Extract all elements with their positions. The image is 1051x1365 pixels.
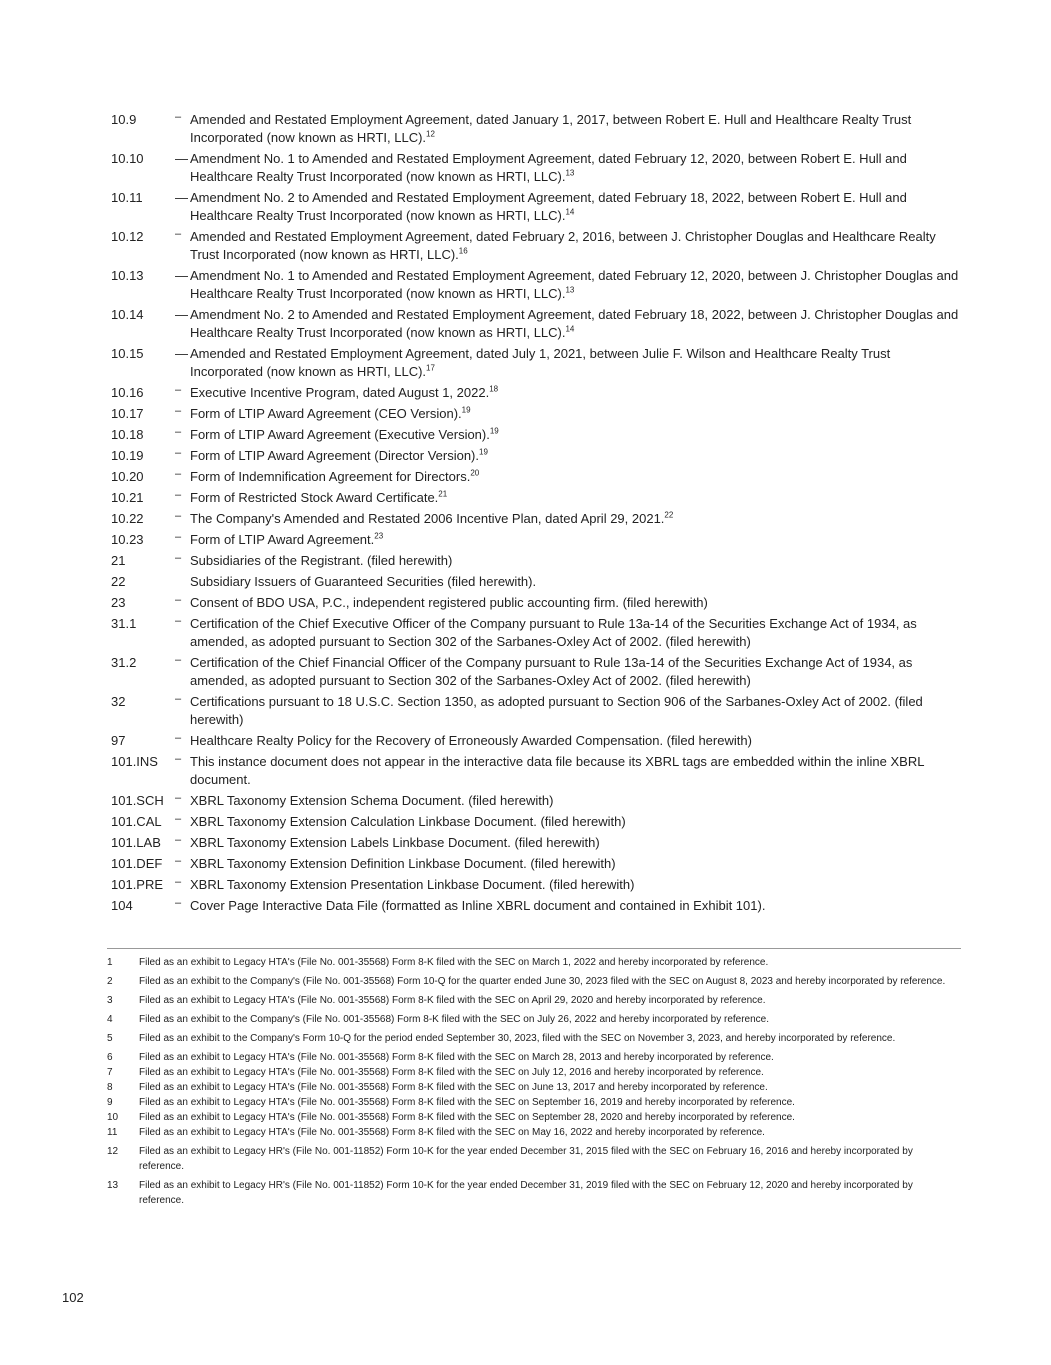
exhibit-dash: – xyxy=(175,426,182,438)
exhibit-description-text: XBRL Taxonomy Extension Presentation Linkbase Document. (filed herewith) xyxy=(190,877,635,892)
exhibit-row xyxy=(111,594,961,612)
exhibit-dash: – xyxy=(175,654,182,666)
exhibit-description-text: Form of LTIP Award Agreement (Director Version). xyxy=(190,448,480,463)
exhibit-description-text: Amendment No. 2 to Amended and Restated Employment Agreement, dated February 18, 2022, between J. Christopher Douglas and Healthcare Realty Trust Incorporated (now known as HRTI, LLC). xyxy=(190,307,959,340)
exhibit-description xyxy=(190,150,961,186)
exhibit-description xyxy=(190,228,961,264)
exhibit-dash: – xyxy=(175,792,182,804)
exhibit-number: 31.2 xyxy=(111,655,137,670)
exhibit-description xyxy=(190,531,961,549)
exhibit-number: 10.15 xyxy=(111,346,144,361)
exhibit-description xyxy=(190,855,961,873)
exhibit-number: 101.INS xyxy=(111,754,158,769)
exhibit-number: 22 xyxy=(111,574,126,589)
footnote-text: Filed as an exhibit to Legacy HTA's (File No. 001-35568) Form 8-K filed with the SEC on March 28, 2013 and hereby incorporated by reference. xyxy=(139,1052,774,1063)
footnote xyxy=(107,1178,957,1208)
exhibit-number: 10.17 xyxy=(111,406,144,421)
exhibit-description-text: XBRL Taxonomy Extension Definition Linkbase Document. (filed herewith) xyxy=(190,856,616,871)
footnote-number: 11 xyxy=(107,1127,118,1138)
exhibit-dash: – xyxy=(175,594,182,606)
footnote-reference: 13 xyxy=(565,168,575,178)
exhibit-row xyxy=(111,531,961,549)
exhibit-description xyxy=(190,897,961,915)
exhibit-row xyxy=(111,855,961,873)
exhibit-dash: – xyxy=(175,897,182,909)
exhibit-row xyxy=(111,189,961,225)
exhibit-description xyxy=(190,111,961,147)
exhibit-row xyxy=(111,384,961,402)
footnote-text: Filed as an exhibit to Legacy HTA's (File No. 001-35568) Form 8-K filed with the SEC on April 29, 2020 and hereby incorporated by reference. xyxy=(139,995,766,1006)
exhibit-number: 97 xyxy=(111,733,126,748)
footnote-number: 10 xyxy=(107,1112,119,1123)
exhibit-description xyxy=(190,345,961,381)
footnote-text: Filed as an exhibit to the Company's Form 10-Q for the period ended September 30, 2023, filed with the SEC on November 3, 2023, and hereby incorporated by reference. xyxy=(139,1033,896,1044)
exhibit-description-text: The Company's Amended and Restated 2006 Incentive Plan, dated April 29, 2021. xyxy=(190,511,665,526)
exhibit-row xyxy=(111,753,961,789)
exhibit-description-text: Consent of BDO USA, P.C., independent registered public accounting firm. (filed herewith) xyxy=(190,595,708,610)
exhibit-description-text: Subsidiaries of the Registrant. (filed herewith) xyxy=(190,553,453,568)
footnote xyxy=(107,1095,957,1110)
exhibit-description xyxy=(190,189,961,225)
exhibit-dash: – xyxy=(175,228,182,240)
exhibit-row xyxy=(111,150,961,186)
footnote-reference: 20 xyxy=(470,468,480,478)
exhibit-number: 10.11 xyxy=(111,190,143,205)
exhibit-row xyxy=(111,813,961,831)
footnote-number: 6 xyxy=(107,1052,113,1063)
footnote-text: Filed as an exhibit to Legacy HTA's (File No. 001-35568) Form 8-K filed with the SEC on July 12, 2016 and hereby incorporated by reference. xyxy=(139,1067,764,1078)
exhibit-description-text: Amendment No. 2 to Amended and Restated Employment Agreement, dated February 18, 2022, between Robert E. Hull and Healthcare Realty Trust Incorporated (now known as HRTI, LLC). xyxy=(190,190,907,223)
exhibit-description-text: Subsidiary Issuers of Guaranteed Securities (filed herewith). xyxy=(190,574,537,589)
footnote-reference: 19 xyxy=(461,405,471,415)
exhibit-dash: — xyxy=(175,151,188,166)
exhibit-number: 10.12 xyxy=(111,229,144,244)
exhibit-description xyxy=(190,267,961,303)
exhibit-description xyxy=(190,489,961,507)
exhibit-description xyxy=(190,426,961,444)
footnote-reference: 16 xyxy=(458,246,468,256)
exhibit-description-text: Amendment No. 1 to Amended and Restated Employment Agreement, dated February 12, 2020, between J. Christopher Douglas and Healthcare Realty Trust Incorporated (now known as HRTI, LLC). xyxy=(190,268,959,301)
footnote xyxy=(107,1080,957,1095)
exhibit-dash: – xyxy=(175,693,182,705)
exhibit-dash: – xyxy=(175,510,182,522)
exhibit-description xyxy=(190,384,961,402)
footnote xyxy=(107,974,957,989)
footnote-number: 5 xyxy=(107,1033,113,1044)
exhibit-description xyxy=(190,405,961,423)
exhibit-number: 10.18 xyxy=(111,427,144,442)
footnote-number: 2 xyxy=(107,976,113,987)
page-number: 102 xyxy=(62,1290,84,1305)
exhibit-dash: – xyxy=(175,615,182,627)
exhibit-description-text: Form of Restricted Stock Award Certificate. xyxy=(190,490,439,505)
exhibit-number: 101.PRE xyxy=(111,877,164,892)
exhibit-description xyxy=(190,834,961,852)
exhibit-number: 10.16 xyxy=(111,385,144,400)
footnote-number: 13 xyxy=(107,1180,119,1191)
footnote-reference: 14 xyxy=(565,324,575,334)
exhibit-description xyxy=(190,552,961,570)
exhibit-dash: – xyxy=(175,531,182,543)
exhibit-dash: — xyxy=(175,346,188,361)
exhibit-row xyxy=(111,489,961,507)
footnote xyxy=(107,1110,957,1125)
exhibit-row xyxy=(111,228,961,264)
exhibit-description-text: Form of LTIP Award Agreement (Executive Version). xyxy=(190,427,490,442)
exhibit-description-text: Amended and Restated Employment Agreement, dated February 2, 2016, between J. Christopher Douglas and Healthcare Realty Trust Incorporated (now known as HRTI, LLC). xyxy=(190,229,936,262)
exhibit-description xyxy=(190,468,961,486)
exhibit-description xyxy=(190,510,961,528)
footnote-number: 4 xyxy=(107,1014,113,1025)
footnote-number: 1 xyxy=(107,957,113,968)
exhibit-description-text: Certifications pursuant to 18 U.S.C. Section 1350, as adopted pursuant to Section 906 of the Sarbanes-Oxley Act of 2002. (filed herewith) xyxy=(190,694,923,727)
exhibit-dash: – xyxy=(175,732,182,744)
exhibit-description xyxy=(190,876,961,894)
exhibit-dash: — xyxy=(175,190,188,205)
footnote-number: 9 xyxy=(107,1097,113,1108)
footnote xyxy=(107,993,957,1008)
footnote-number: 3 xyxy=(107,995,113,1006)
exhibit-description xyxy=(190,447,961,465)
footnote xyxy=(107,1012,957,1027)
footnote-text: Filed as an exhibit to Legacy HTA's (File No. 001-35568) Form 8-K filed with the SEC on May 16, 2022 and hereby incorporated by reference. xyxy=(139,1127,765,1138)
footnote xyxy=(107,1125,957,1140)
footnote-reference: 19 xyxy=(479,447,488,457)
footnote-number: 8 xyxy=(107,1082,113,1093)
footnote-reference: 23 xyxy=(374,531,384,541)
exhibit-number: 10.21 xyxy=(111,490,144,505)
exhibit-row xyxy=(111,552,961,570)
exhibit-number: 101.SCH xyxy=(111,793,164,808)
exhibit-description-text: This instance document does not appear in the interactive data file because its XBRL tags are embedded within the inline XBRL document. xyxy=(190,754,924,787)
footnote-list xyxy=(107,955,957,1212)
exhibit-number: 10.19 xyxy=(111,448,144,463)
exhibit-row xyxy=(111,267,961,303)
exhibit-number: 104 xyxy=(111,898,133,913)
exhibit-number: 10.23 xyxy=(111,532,144,547)
exhibit-description-text: Executive Incentive Program, dated August 1, 2022. xyxy=(190,385,490,400)
exhibit-dash: – xyxy=(175,111,182,123)
footnote xyxy=(107,1031,957,1046)
exhibit-number: 101.DEF xyxy=(111,856,163,871)
exhibit-description xyxy=(190,753,961,789)
exhibit-description xyxy=(190,813,961,831)
exhibit-row xyxy=(111,834,961,852)
footnote-reference: 14 xyxy=(565,207,575,217)
exhibit-number: 10.9 xyxy=(111,112,137,127)
exhibit-description-text: Certification of the Chief Executive Officer of the Company pursuant to Rule 13a-14 of the Securities Exchange Act of 1934, as amended, as adopted pursuant to Section 302 of the Sarbanes-Oxley Act of 2002. (filed herewith) xyxy=(190,616,917,649)
exhibit-description-text: Healthcare Realty Policy for the Recovery of Erroneously Awarded Compensation. (filed herewith) xyxy=(190,733,752,748)
exhibit-description-text: Certification of the Chief Financial Officer of the Company pursuant to Rule 13a-14 of the Securities Exchange Act of 1934, as amended, as adopted pursuant to Section 302 of the Sarbanes-Oxley Act of 2002. (filed herewith) xyxy=(190,655,913,688)
exhibit-dash: – xyxy=(175,834,182,846)
exhibit-row xyxy=(111,510,961,528)
exhibit-number: 31.1 xyxy=(111,616,137,631)
footnote xyxy=(107,955,957,970)
exhibit-row xyxy=(111,447,961,465)
footnote-reference: 12 xyxy=(426,129,435,139)
footnote-number: 7 xyxy=(107,1067,113,1078)
footnote-reference: 19 xyxy=(489,426,499,436)
footnote-text: Filed as an exhibit to the Company's (File No. 001-35568) Form 8-K filed with the SEC on July 26, 2022 and hereby incorporated by reference. xyxy=(139,1014,770,1025)
exhibit-number: 32 xyxy=(111,694,126,709)
exhibit-dash: – xyxy=(175,855,182,867)
exhibit-description-text: Amendment No. 1 to Amended and Restated Employment Agreement, dated February 12, 2020, between Robert E. Hull and Healthcare Realty Trust Incorporated (now known as HRTI, LLC). xyxy=(190,151,907,184)
footnote xyxy=(107,1065,957,1080)
exhibit-description-text: Form of Indemnification Agreement for Directors. xyxy=(190,469,471,484)
exhibit-description xyxy=(190,306,961,342)
exhibit-description-text: Form of LTIP Award Agreement. xyxy=(190,532,375,547)
exhibit-number: 101.LAB xyxy=(111,835,161,850)
footnote-text: Filed as an exhibit to Legacy HTA's (File No. 001-35568) Form 8-K filed with the SEC on September 16, 2019 and hereby incorporated by reference. xyxy=(139,1097,795,1108)
exhibit-description xyxy=(190,594,961,612)
footnote-number: 12 xyxy=(107,1146,119,1157)
exhibit-row xyxy=(111,897,961,915)
exhibit-description xyxy=(190,573,961,591)
exhibit-number: 101.CAL xyxy=(111,814,162,829)
exhibit-row xyxy=(111,573,961,591)
exhibit-dash: – xyxy=(175,813,182,825)
footnote-reference: 22 xyxy=(664,510,674,520)
exhibit-row xyxy=(111,111,961,147)
footnote xyxy=(107,1144,957,1174)
exhibit-list xyxy=(111,111,961,918)
exhibit-description xyxy=(190,792,961,810)
footnote-reference: 13 xyxy=(565,285,575,295)
exhibit-number: 10.20 xyxy=(111,469,144,484)
exhibit-row xyxy=(111,426,961,444)
exhibit-row xyxy=(111,306,961,342)
exhibit-description-text: XBRL Taxonomy Extension Schema Document. (filed herewith) xyxy=(190,793,554,808)
exhibit-row xyxy=(111,876,961,894)
footnote-text: Filed as an exhibit to Legacy HTA's (File No. 001-35568) Form 8-K filed with the SEC on September 28, 2020 and hereby incorporated by reference. xyxy=(139,1112,795,1123)
exhibit-dash: – xyxy=(175,405,182,417)
footnote-text: Filed as an exhibit to Legacy HR's (File No. 001-11852) Form 10-K for the year ended December 31, 2015 filed with the SEC on February 16, 2016 and hereby incorporated by reference. xyxy=(139,1146,913,1172)
exhibit-description xyxy=(190,732,961,750)
exhibit-row xyxy=(111,792,961,810)
exhibit-number: 23 xyxy=(111,595,126,610)
exhibit-dash: — xyxy=(175,268,188,283)
footnote-text: Filed as an exhibit to the Company's (File No. 001-35568) Form 10-Q for the quarter ended June 30, 2023 filed with the SEC on August 8, 2023 and hereby incorporated by reference. xyxy=(139,976,946,987)
footnote xyxy=(107,1050,957,1065)
exhibit-dash: – xyxy=(175,384,182,396)
exhibit-description-text: Cover Page Interactive Data File (formatted as Inline XBRL document and contained in Exhibit 101). xyxy=(190,898,766,913)
exhibit-description-text: XBRL Taxonomy Extension Calculation Linkbase Document. (filed herewith) xyxy=(190,814,626,829)
exhibit-dash: – xyxy=(175,552,182,564)
exhibit-number: 10.10 xyxy=(111,151,144,166)
exhibit-row xyxy=(111,615,961,651)
exhibit-row xyxy=(111,654,961,690)
footnote-reference: 17 xyxy=(426,363,435,373)
exhibit-description xyxy=(190,693,961,729)
exhibit-row xyxy=(111,732,961,750)
exhibit-description-text: Amended and Restated Employment Agreement, dated July 1, 2021, between Julie F. Wilson and Healthcare Realty Trust Incorporated (now known as HRTI, LLC). xyxy=(190,346,891,379)
footnote-separator xyxy=(107,948,961,949)
exhibit-description xyxy=(190,615,961,651)
exhibit-description-text: Amended and Restated Employment Agreement, dated January 1, 2017, between Robert E. Hull and Healthcare Realty Trust Incorporated (now known as HRTI, LLC). xyxy=(190,112,912,145)
exhibit-dash: – xyxy=(175,468,182,480)
exhibit-description-text: Form of LTIP Award Agreement (CEO Version). xyxy=(190,406,462,421)
exhibit-row xyxy=(111,345,961,381)
exhibit-dash: – xyxy=(175,489,182,501)
footnote-text: Filed as an exhibit to Legacy HR's (File No. 001-11852) Form 10-K for the year ended December 31, 2019 filed with the SEC on February 12, 2020 and hereby incorporated by reference. xyxy=(139,1180,913,1206)
exhibit-number: 21 xyxy=(111,553,126,568)
footnote-reference: 21 xyxy=(438,489,448,499)
exhibit-dash: – xyxy=(175,753,182,765)
exhibit-row xyxy=(111,405,961,423)
exhibit-dash: — xyxy=(175,307,188,322)
exhibit-dash: – xyxy=(175,876,182,888)
exhibit-number: 10.13 xyxy=(111,268,144,283)
exhibit-number: 10.14 xyxy=(111,307,144,322)
exhibit-description xyxy=(190,654,961,690)
exhibit-number: 10.22 xyxy=(111,511,144,526)
footnote-reference: 18 xyxy=(489,384,499,394)
exhibit-description-text: XBRL Taxonomy Extension Labels Linkbase Document. (filed herewith) xyxy=(190,835,600,850)
footnote-text: Filed as an exhibit to Legacy HTA's (File No. 001-35568) Form 8-K filed with the SEC on June 13, 2017 and hereby incorporated by reference. xyxy=(139,1082,768,1093)
exhibit-row xyxy=(111,468,961,486)
exhibit-row xyxy=(111,693,961,729)
footnote-text: Filed as an exhibit to Legacy HTA's (File No. 001-35568) Form 8-K filed with the SEC on March 1, 2022 and hereby incorporated by reference. xyxy=(139,957,769,968)
exhibit-dash: – xyxy=(175,447,182,459)
